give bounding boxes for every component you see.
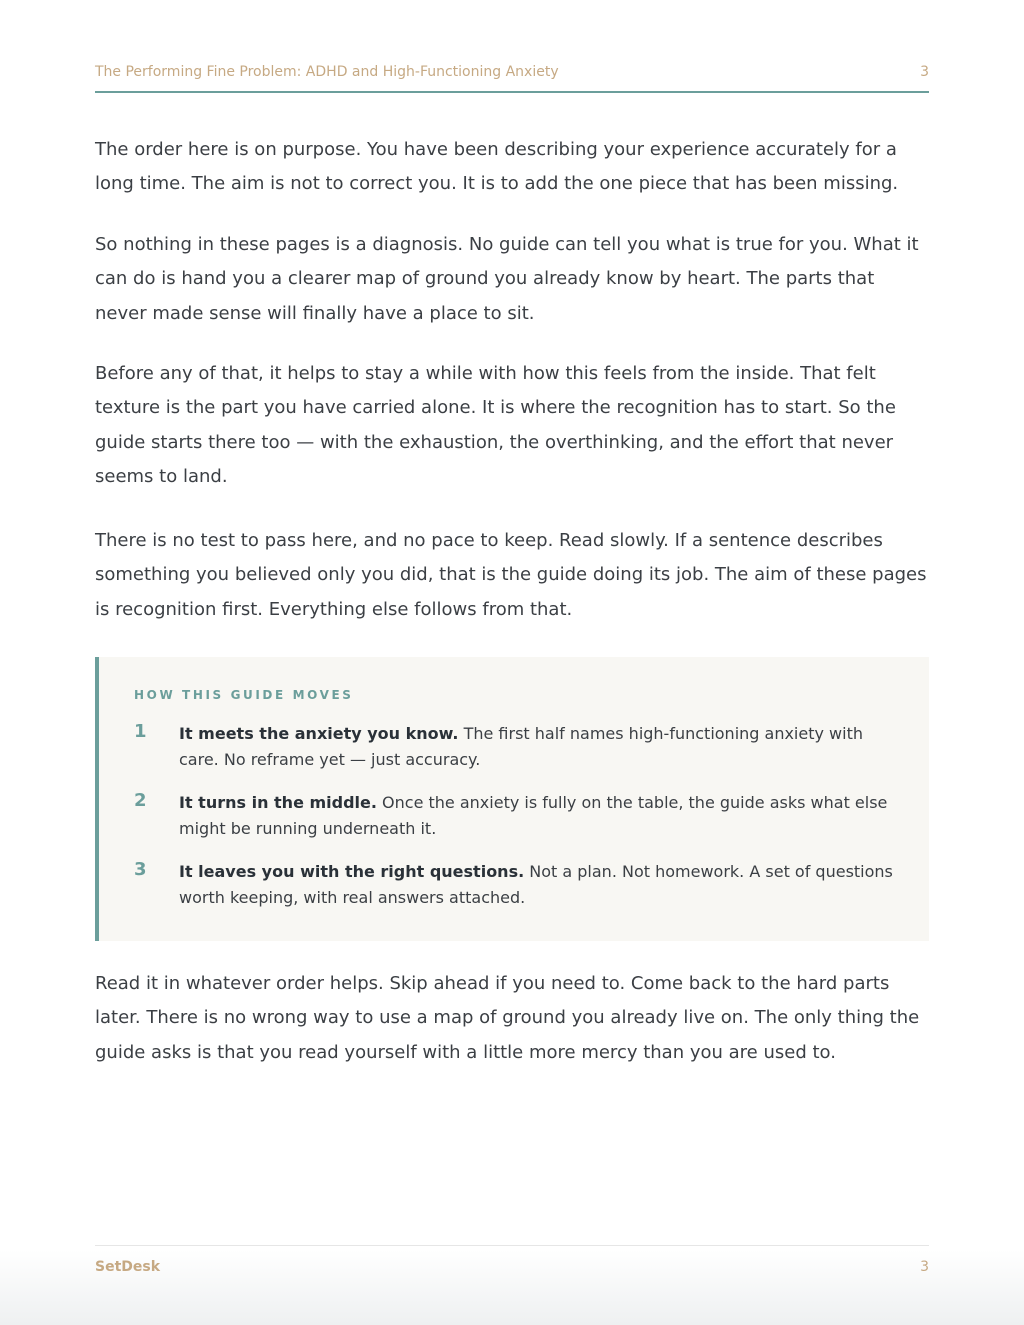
callout-label: HOW THIS GUIDE MOVES [134, 688, 354, 702]
item-description: Once the anxiety is fully on the table, the guide asks what else might be running underneath it. [179, 793, 888, 838]
item-description: Not a plan. Not homework. A set of questions worth keeping, with real answers attached. [179, 862, 893, 907]
footer-brand: SetDesk [95, 1259, 161, 1275]
item-description: The first half names high-functioning anxiety with care. No reframe yet — just accuracy. [179, 724, 863, 769]
closing-paragraph: Read it in whatever order helps. Skip ahead if you need to. Come back to the hard parts later. There is no wrong way to use a map of ground you already live on. The only thing the guide asks is that you read yourself with a little more mercy than you are used to. [95, 973, 920, 1063]
item-number: 1 [134, 721, 147, 742]
body-paragraph: So nothing in these pages is a diagnosis. No guide can tell you what is true for you. What it can do is hand you a clearer map of ground you already know by heart. The parts that never made sense will finally have a place to sit. [95, 234, 919, 324]
item-number: 2 [134, 790, 147, 811]
running-header [95, 62, 929, 93]
running-footer [95, 1245, 929, 1286]
item-text [179, 859, 894, 911]
item-text [179, 790, 894, 842]
item-number: 3 [134, 859, 147, 880]
body-paragraph: Before any of that, it helps to stay a while with how this feels from the inside. That felt texture is the part you have carried alone. It is where the recognition has to start. So the guide starts there too — with the exhaustion, the overthinking, and the effort that never seems to land. [95, 363, 896, 487]
item-text [179, 721, 894, 773]
item-lead: It meets the anxiety you know. [179, 724, 459, 743]
header-page-number: 3 [920, 64, 929, 80]
guide-overview-callout [95, 657, 929, 941]
body-paragraph: The order here is on purpose. You have been describing your experience accurately for a long time. The aim is not to correct you. It is to add the one piece that has been missing. [95, 139, 899, 195]
header-title: The Performing Fine Problem: ADHD and High-Functioning Anxiety [95, 64, 559, 80]
body-paragraph: There is no test to pass here, and no pace to keep. Read slowly. If a sentence describes something you believed only you did, that is the guide doing its job. The aim of these pages is recognition first. Everything else follows from that. [95, 530, 927, 620]
footer-page-number: 3 [920, 1259, 929, 1275]
item-lead: It turns in the middle. [179, 793, 377, 812]
item-lead: It leaves you with the right questions. [179, 862, 525, 881]
